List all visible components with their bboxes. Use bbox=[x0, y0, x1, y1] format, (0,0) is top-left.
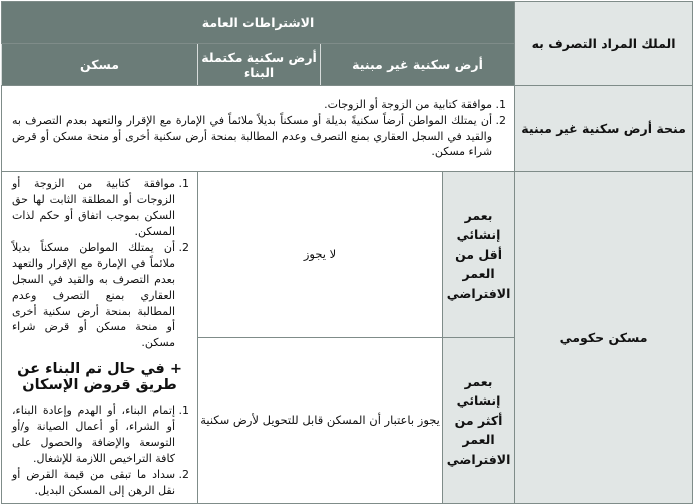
list-item: 2. أن يمتلك المواطن مسكناً بديلاً ملائماً في الإمارة مع الإقرار والتعهد بعدم التصرف به والقيد في السجل العقاري بمنع التصرف وعدم المطالبة بمنحة أرض سكنية أخرى أو منحة مسكن أو قرض شراء مسكن. bbox=[12, 240, 175, 352]
col-house-header: مسكن bbox=[2, 44, 198, 86]
grant-land-label: منحة أرض سكنية غير مبنية bbox=[515, 86, 693, 172]
col-completed-land-header: أرض سكنية مكتملة البناء bbox=[198, 44, 321, 86]
list-item: 2. أن يمتلك المواطن أرضاً سكنيةً بديلة أو مسكناً بديلاً ملائماً في الإمارة مع الإقرار والتعهد بعدم التصرف به والقيد في السجل العقاري بمنع التصرف وعدم المطالبة بمنحة أرض سكنية أخرى أو منحة مسكن أو قرض شراء مسكن. bbox=[12, 113, 492, 161]
list-item: 1. إتمام البناء، أو الهدم وإعادة البناء، أو الشراء، أو أعمال الصيانة و/أو التوسعة والإضافة والحصول على كافة التراخيص اللازمة للإشغال. bbox=[12, 403, 175, 467]
not-allowed-cell: لا يجوز bbox=[198, 172, 443, 338]
conditions-table bbox=[1, 1, 693, 504]
sub-less-than-lifespan: بعمر إنشائي أقل من العمر الافتراضي bbox=[443, 172, 515, 338]
list-item: 2. سداد ما تبقى من قيمة القرض أو نقل الرهن إلى المسكن البديل. bbox=[12, 467, 175, 499]
sub-more-than-lifespan: بعمر إنشائي أكثر من العمر الافتراضي bbox=[443, 337, 515, 503]
house-conditions-cell bbox=[2, 172, 198, 504]
allowed-convert-cell: يجوز باعتبار أن المسكن قابل للتحويل لأرض سكنية bbox=[198, 337, 443, 503]
list-item: 1. موافقة كتابية من الزوجة أو الزوجات أو المطلقة الثابت لها حق السكن بموجب اتفاق أو حكم لذات المسكن. bbox=[12, 176, 175, 240]
general-conditions-header: الاشتراطات العامة bbox=[2, 2, 515, 44]
loan-heading: + في حال تم البناء عن طريق قروض الإسكان bbox=[17, 361, 182, 394]
property-header: الملك المراد التصرف به bbox=[515, 2, 693, 86]
government-house-label: مسكن حكومي bbox=[515, 172, 693, 504]
list-item: 1. موافقة كتابية من الزوجة أو الزوجات. bbox=[12, 97, 492, 113]
col-undeveloped-land-header: أرض سكنية غير مبنية bbox=[321, 44, 515, 86]
grant-land-conditions bbox=[2, 86, 515, 172]
